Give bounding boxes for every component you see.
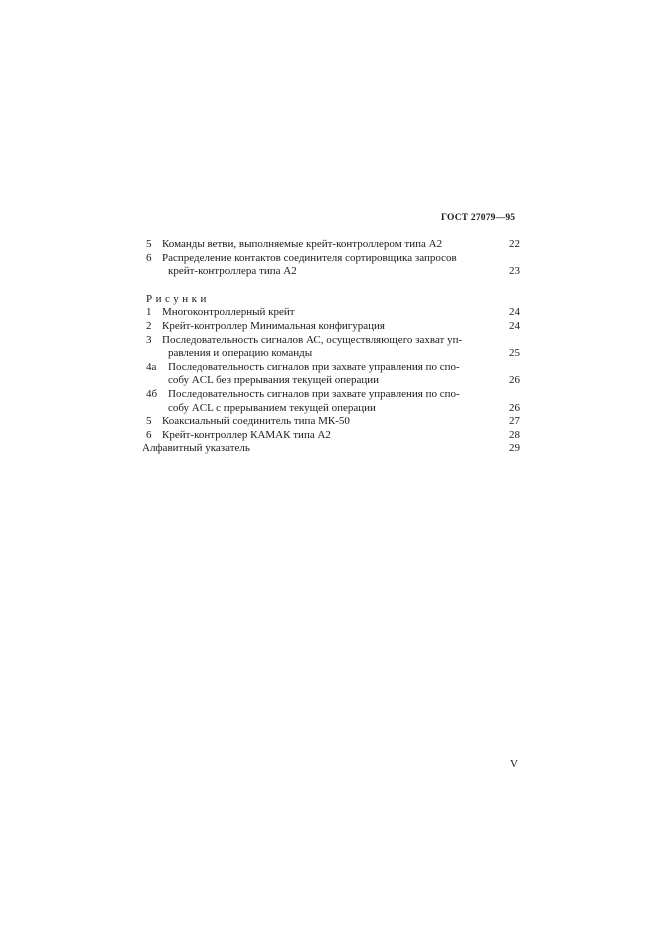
toc-entry-title-cont: равления и операцию команды (168, 347, 313, 360)
figures-section-title: Рисунки (146, 292, 210, 305)
toc-entry-number: 5 (146, 238, 152, 250)
toc-entry-page: 26 (509, 374, 520, 387)
toc-entry-title: Крейт-контроллер Минимальная конфигурация (162, 319, 385, 332)
toc-entry-figure-4b-cont (146, 402, 520, 416)
toc-entry-title: Крейт-контроллер КАМАК типа А2 (162, 428, 331, 441)
toc-entry-title: Команды ветви, выполняемые крейт-контроллером типа A2 (162, 238, 443, 250)
toc-entry-index (142, 442, 520, 456)
toc-entry-number: 6 (146, 251, 152, 264)
toc-entry-title: Многоконтроллерный крейт (162, 306, 295, 319)
toc-entry-page: 24 (509, 306, 520, 319)
toc-entry-title: Последовательность сигналов при захвате управления по спо- (168, 387, 460, 400)
toc-entry-figure-5 (146, 415, 520, 429)
toc-entry-page: 28 (509, 428, 520, 441)
toc-entry-number: 6 (146, 428, 152, 441)
toc-entry-page: 26 (509, 401, 520, 414)
toc-entry-title: Распределение контактов соединителя сортировщика запросов (162, 251, 457, 264)
toc-entry-title: Последовательность сигналов при захвате управления по спо- (168, 360, 460, 373)
toc-entry-table-6 (146, 252, 520, 266)
toc-entry-figure-4a-cont (146, 374, 520, 388)
toc-entry-figure-3 (146, 334, 520, 348)
toc-entry-title: Алфавитный указатель (142, 442, 250, 455)
toc-entry-number: 1 (146, 306, 152, 319)
toc-entry-page: 29 (509, 442, 520, 455)
toc-entry-page: 25 (509, 347, 520, 360)
toc-entry-title-cont: крейт-контроллера типа A2 (168, 265, 297, 278)
toc-entry-number: 3 (146, 333, 152, 346)
toc-entry-figure-4b (146, 388, 520, 402)
toc-entry-table-5 (146, 238, 520, 252)
toc-entry-number: 4б (146, 387, 158, 400)
document-code: ГОСТ 27079—95 (441, 213, 516, 223)
toc-entry-title: Коаксиальный соединитель типа МК-50 (162, 415, 350, 428)
toc-entry-figure-3-cont (146, 347, 520, 361)
toc-entry-number: 4а (146, 360, 157, 373)
toc-entry-page: 23 (509, 265, 520, 278)
toc-entry-title: Последовательность сигналов АС, осуществляющего захват уп- (162, 333, 463, 346)
table-of-contents (142, 238, 520, 456)
toc-entry-figure-6 (146, 429, 520, 443)
toc-entry-number: 5 (146, 415, 152, 428)
toc-entry-title-cont: собу ACL без прерывания текущей операции (168, 374, 380, 387)
toc-entry-page: 27 (509, 415, 520, 428)
toc-entry-figure-4a (146, 361, 520, 375)
toc-entry-title-cont: собу ACL с прерыванием текущей операции (168, 401, 376, 414)
toc-entry-page: 22 (509, 238, 520, 250)
toc-entry-number: 2 (146, 319, 152, 332)
toc-entry-page: 24 (509, 319, 520, 332)
toc-entry-table-6-cont (146, 265, 520, 279)
toc-entry-figure-1 (146, 306, 520, 320)
page-number: V (510, 758, 518, 770)
toc-entry-figure-2 (146, 320, 520, 334)
